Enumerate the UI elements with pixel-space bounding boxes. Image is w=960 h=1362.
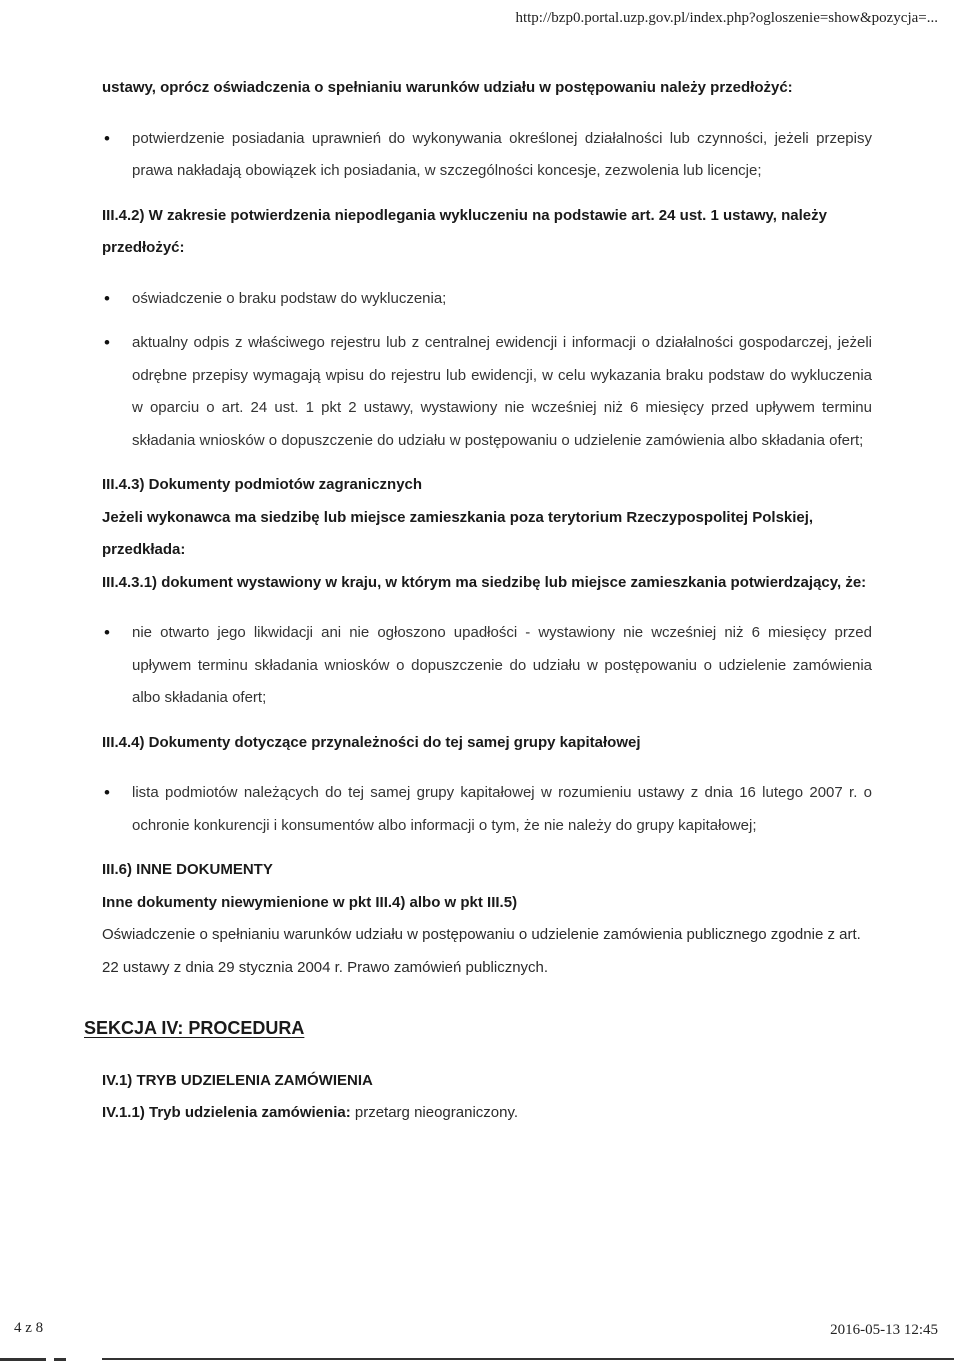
print-url: http://bzp0.portal.uzp.gov.pl/index.php?ogloszenie=show&pozycja=... xyxy=(515,10,938,26)
document-body xyxy=(84,72,872,1130)
section-iv-title: SEKCJA IV: PROCEDURA xyxy=(84,1018,305,1038)
bullet-list-3 xyxy=(102,617,872,715)
heading-iii-4-3-intro: Jeżeli wykonawca ma siedzibę lub miejsce zamieszkania poza terytorium Rzeczypospolitej Polskiej, przedkłada: xyxy=(102,508,814,558)
list-item: • nie otwarto jego likwidacji ani nie ogłoszono upadłości - wystawiony nie wcześniej niż 6 miesięcy przed upływem terminu składania wniosków o dopuszczenie do udziału w postępowaniu o udzielenie zamówienia albo składania ofert; xyxy=(102,617,872,715)
heading-iii-4-3: III.4.3) Dokumenty podmiotów zagranicznych xyxy=(102,476,423,493)
bullet-list-2 xyxy=(102,283,872,458)
heading-iii-6-subtitle: Inne dokumenty niewymienione w pkt III.4) albo w pkt III.5) xyxy=(102,893,518,911)
scan-edge-mark xyxy=(102,1358,954,1360)
list-item: • oświadczenie o braku podstaw do wykluczenia; xyxy=(102,283,872,316)
heading-iii-4-2: III.4.2) W zakresie potwierdzenia niepodlegania wykluczeniu na podstawie art. 24 ust. 1 ustawy, należy przedłożyć: xyxy=(102,206,827,256)
procedure-type-label: IV.1.1) Tryb udzielenia zamówienia: xyxy=(102,1104,351,1121)
bullet-list-1 xyxy=(102,123,872,188)
heading-iv-1: IV.1) TRYB UDZIELENIA ZAMÓWIENIA xyxy=(102,1071,373,1089)
print-datetime: 2016-05-13 12:45 xyxy=(830,1322,938,1338)
section-iv-title-row xyxy=(84,1012,872,1047)
scan-edge-mark xyxy=(54,1358,66,1361)
intro-paragraph: ustawy, oprócz oświadczenia o spełnianiu warunków udziału w postępowaniu należy przedłożyć: xyxy=(102,79,793,96)
list-item: • potwierdzenie posiadania uprawnień do wykonywania określonej działalności lub czynności, jeżeli przepisy prawa nakładają obowiązek ich posiadania, w szczególności koncesje, zezwolenia lub licencje; xyxy=(102,123,872,188)
page-number: 4 z 8 xyxy=(14,1320,44,1336)
other-documents-paragraph: Oświadczenie o spełnianiu warunków udziału w postępowaniu o udzielenie zamówienia publicznego zgodnie z art. 22 ustawy z dnia 29 stycznia 2004 r. Prawo zamówień publicznych. xyxy=(102,926,861,976)
scan-edge-mark xyxy=(0,1358,46,1361)
procedure-type-value: przetarg nieograniczony. xyxy=(350,1104,519,1121)
bullet-list-4 xyxy=(102,777,872,842)
list-item: • lista podmiotów należących do tej samej grupy kapitałowej w rozumieniu ustawy z dnia 16 lutego 2007 r. o ochronie konkurencji i konsumentów albo informacji o tym, że nie należy do grupy kapitałowej; xyxy=(102,777,872,842)
heading-iii-4-4: III.4.4) Dokumenty dotyczące przynależności do tej samej grupy kapitałowej xyxy=(102,733,641,751)
heading-iii-6: III.6) INNE DOKUMENTY xyxy=(102,861,273,878)
procedure-type-row xyxy=(102,1097,872,1130)
list-item: • aktualny odpis z właściwego rejestru lub z centralnej ewidencji i informacji o działalności gospodarczej, jeżeli odrębne przepisy wymagają wpisu do rejestru lub ewidencji, w celu wykazania braku podstaw do wykluczenia w oparciu o art. 24 ust. 1 pkt 2 ustawy, wystawiony nie wcześniej niż 6 miesięcy przed upływem terminu składania wniosków o dopuszczenie do udziału w postępowaniu o udzielenie zamówienia albo składania ofert; xyxy=(102,327,872,457)
heading-iii-4-3-1: III.4.3.1) dokument wystawiony w kraju, w którym ma siedzibę lub miejsce zamieszkania potwierdzający, że: xyxy=(102,573,867,591)
